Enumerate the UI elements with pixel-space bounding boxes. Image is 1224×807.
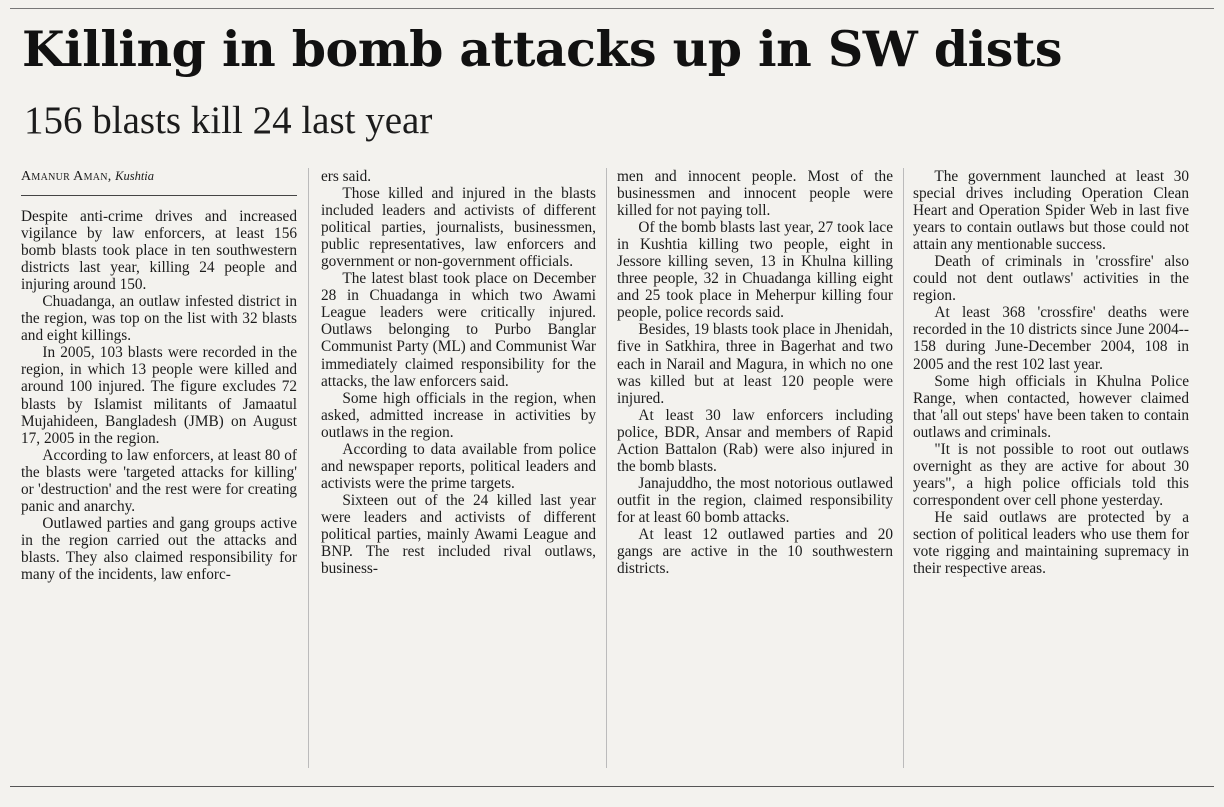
article-column-4 bbox=[913, 168, 1189, 577]
paragraph: The latest blast took place on December 28 in Chuadanga in which two Awami League leaders were critically injured. Outlaws belonging to Purbo Banglar Communist Party (ML) and Communist War immediately claimed responsibility for the attacks, the law enforcers said. bbox=[321, 270, 596, 390]
paragraph: Janajuddho, the most notorious outlawed outfit in the region, claimed responsibility for at least 60 bomb attacks. bbox=[617, 474, 893, 526]
paragraph: men and innocent people. Most of the businessmen and innocent people were killed for not paying toll. bbox=[617, 168, 893, 220]
byline-location: Kushtia bbox=[115, 169, 155, 183]
paragraph: "It is not possible to root out outlaws overnight as they are active for about 30 years", a high police officials told this correspondent over cell phone yesterday. bbox=[913, 440, 1189, 509]
column-divider bbox=[903, 168, 904, 768]
paragraph: According to law enforcers, at least 80 of the blasts were 'targeted attacks for killing' or 'destruction' and the rest were for creating panic and anarchy. bbox=[21, 446, 297, 515]
paragraph: Sixteen out of the 24 killed last year were leaders and activists of different political parties, mainly Awami League and BNP. The rest included rival outlaws, business- bbox=[321, 491, 596, 578]
paragraph: Some high officials in the region, when asked, admitted increase in activities by outlaws in the region. bbox=[321, 389, 596, 441]
paragraph: At least 30 law enforcers including police, BDR, Ansar and members of Rapid Action Battalon (Rab) were also injured in the bomb blasts. bbox=[617, 406, 893, 475]
column-divider bbox=[308, 168, 309, 768]
paragraph: ers said. bbox=[321, 168, 372, 185]
article-column-2 bbox=[321, 168, 596, 577]
paragraph: Of the bomb blasts last year, 27 took lace in Kushtia killing two people, eight in Jessore killing seven, 13 in Khulna killing three people, 32 in Chuadanga killing eight and 25 took place in Meherpur killing four people, police records said. bbox=[617, 219, 893, 322]
byline bbox=[21, 168, 297, 196]
paragraph: Despite anti-crime drives and increased vigilance by law enforcers, at least 156 bomb blasts took place in ten southwestern districts last year, killing 24 people and injuring around 150. bbox=[21, 208, 297, 294]
paragraph: Chuadanga, an outlaw infested district in the region, was top on the list with 32 blasts and eight killings. bbox=[21, 293, 297, 345]
top-rule bbox=[10, 8, 1214, 9]
paragraph: Besides, 19 blasts took place in Jhenidah, five in Satkhira, three in Bagerhat and two each in Narail and Magura, in which no one was killed but at least 120 people were injured. bbox=[617, 321, 893, 407]
paragraph: The government launched at least 30 special drives including Operation Clean Heart and Operation Spider Web in last five years to contain outlaws but those could not attain any mentionable success. bbox=[913, 168, 1189, 254]
paragraph: Some high officials in Khulna Police Range, when contacted, however claimed that 'all out steps' have been taken to contain outlaws and criminals. bbox=[913, 372, 1189, 441]
paragraph: According to data available from police and newspaper reports, political leaders and activists were the prime targets. bbox=[321, 440, 596, 492]
article-column-1 bbox=[21, 168, 297, 583]
paragraph: Outlawed parties and gang groups active in the region carried out the attacks and blasts. They also claimed responsibility for many of the incidents, law enforc- bbox=[21, 514, 297, 583]
paragraph: In 2005, 103 blasts were recorded in the region, in which 13 people were killed and around 100 injured. The figure excludes 72 blasts by Islamist militants of Jamaatul Mujahideen, Bangladesh (JMB) on August 17, 2005 in the region. bbox=[21, 344, 297, 447]
paragraph: Those killed and injured in the blasts included leaders and activists of different political parties, journalists, businessmen, public representatives, law enforcers and government or non-government officials. bbox=[321, 185, 596, 271]
byline-author: Amanur Aman, bbox=[21, 169, 112, 184]
column-divider bbox=[606, 168, 607, 768]
headline: Killing in bomb attacks up in SW dists bbox=[22, 20, 1063, 78]
paragraph: At least 368 'crossfire' deaths were recorded in the 10 districts since June 2004-- 158 during June-December 2004, 108 in 2005 and the rest 102 last year. bbox=[913, 304, 1189, 373]
article-column-3 bbox=[617, 168, 893, 577]
subheadline: 156 blasts kill 24 last year bbox=[24, 99, 433, 142]
paragraph: Death of criminals in 'crossfire' also could not dent outlaws' activities in the region. bbox=[913, 253, 1189, 305]
paragraph: He said outlaws are protected by a section of political leaders who use them for vote rigging and maintaining supremacy in their respective areas. bbox=[913, 508, 1189, 578]
paragraph: At least 12 outlawed parties and 20 gangs are active in the 10 southwestern districts. bbox=[617, 525, 893, 578]
bottom-rule bbox=[10, 786, 1214, 787]
